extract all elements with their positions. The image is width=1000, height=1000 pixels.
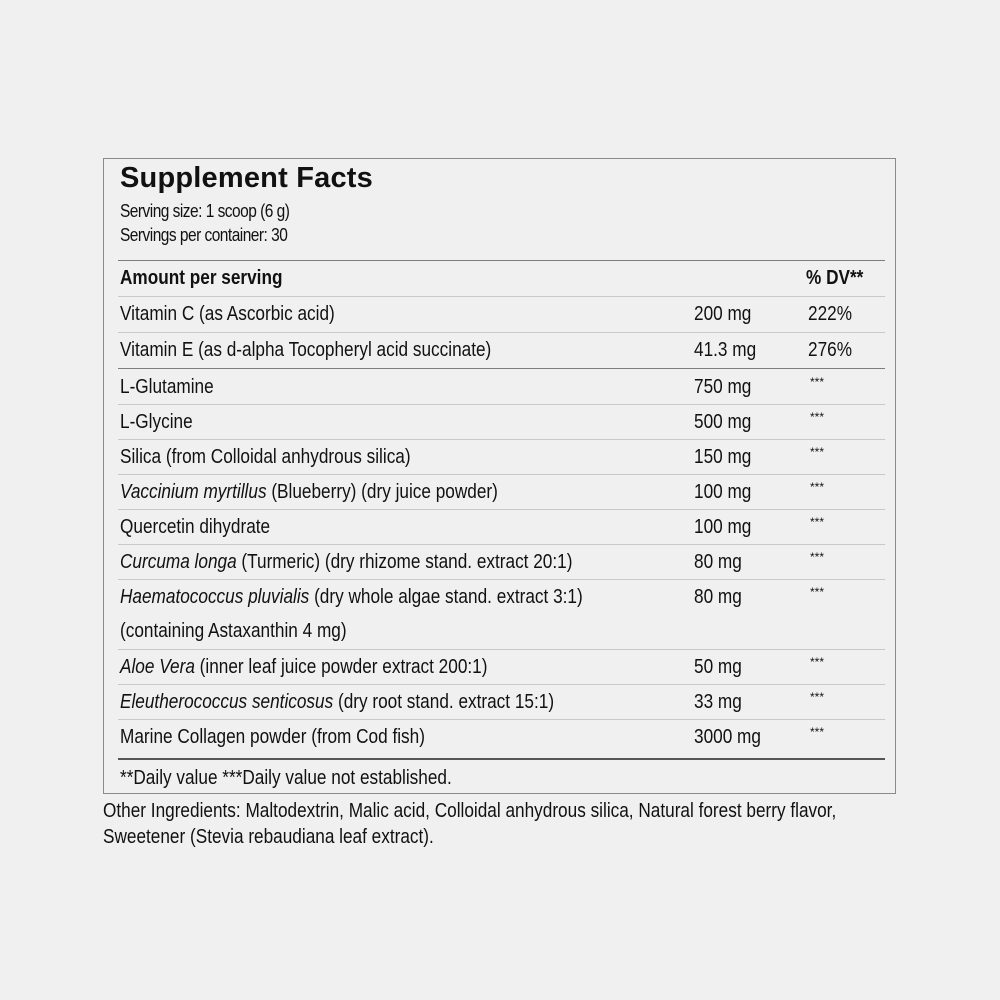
ingredient-amount: 100 mg xyxy=(694,516,752,538)
ingredient-dv: *** xyxy=(810,585,825,599)
ingredient-name: Curcuma longa (Turmeric) (dry rhizome stand. extract 20:1) xyxy=(120,551,573,573)
ingredient-name: Aloe Vera (inner leaf juice powder extract 200:1) xyxy=(120,656,488,678)
ingredient-amount: 3000 mg xyxy=(694,726,761,748)
ingredient-latin-name: Aloe Vera xyxy=(120,656,195,678)
amount-per-serving-header: Amount per serving xyxy=(120,267,283,289)
ingredient-amount: 500 mg xyxy=(694,411,752,433)
table-header xyxy=(118,261,885,297)
ingredient-amount: 80 mg xyxy=(694,586,742,608)
ingredient-latin-name: Eleutherococcus senticosus xyxy=(120,691,334,713)
ingredient-amount: 33 mg xyxy=(694,691,742,713)
ingredient-name: Quercetin dihydrate xyxy=(120,516,271,538)
ingredient-amount: 80 mg xyxy=(694,551,742,573)
ingredient-row xyxy=(118,650,885,685)
dv-header: % DV** xyxy=(806,267,864,289)
ingredient-row xyxy=(118,475,885,510)
panel-title: Supplement Facts xyxy=(120,162,373,194)
ingredient-row xyxy=(118,580,885,650)
ingredient-latin-name: Curcuma longa xyxy=(120,551,237,573)
other-ingredients xyxy=(103,798,983,850)
ingredient-dv: *** xyxy=(810,445,825,459)
vitamin-row xyxy=(118,297,885,333)
ingredient-name: Eleutherococcus senticosus (dry root stand. extract 15:1) xyxy=(120,691,555,713)
ingredient-dv: *** xyxy=(810,410,825,424)
nutrient-amount: 200 mg xyxy=(694,303,752,325)
servings-per-container: Servings per container: 30 xyxy=(120,225,288,245)
nutrient-amount: 41.3 mg xyxy=(694,339,757,361)
ingredient-dv: *** xyxy=(810,480,825,494)
vitamin-row xyxy=(118,333,885,369)
ingredient-row xyxy=(118,440,885,475)
ingredient-dv: *** xyxy=(810,690,825,704)
ingredient-row xyxy=(118,370,885,405)
ingredient-name-line2: (containing Astaxanthin 4 mg) xyxy=(120,620,347,642)
ingredient-row xyxy=(118,720,885,755)
ingredient-row xyxy=(118,405,885,440)
vitamins-divider xyxy=(118,368,885,369)
ingredient-dv: *** xyxy=(810,655,825,669)
ingredient-amount: 150 mg xyxy=(694,446,752,468)
footnote-divider xyxy=(118,758,885,760)
supplement-facts-panel xyxy=(103,158,896,794)
ingredient-amount: 750 mg xyxy=(694,376,752,398)
ingredient-latin-name: Vaccinium myrtillus xyxy=(120,481,267,503)
other-ingredients-line2: Sweetener (Stevia rebaudiana leaf extract). xyxy=(103,826,434,848)
ingredient-dv: *** xyxy=(810,375,825,389)
ingredient-dv: *** xyxy=(810,550,825,564)
ingredient-amount: 50 mg xyxy=(694,656,742,678)
ingredient-name: Marine Collagen powder (from Cod fish) xyxy=(120,726,425,748)
ingredient-name: L-Glycine xyxy=(120,411,193,433)
serving-size: Serving size: 1 scoop (6 g) xyxy=(120,201,290,221)
other-ingredients-line1: Other Ingredients: Maltodextrin, Malic acid, Colloidal anhydrous silica, Natural forest berry flavor, xyxy=(103,800,837,822)
ingredient-row xyxy=(118,545,885,580)
ingredient-dv: *** xyxy=(810,725,825,739)
ingredient-dv: *** xyxy=(810,515,825,529)
ingredient-row xyxy=(118,685,885,720)
nutrient-name: Vitamin C (as Ascorbic acid) xyxy=(120,303,335,325)
ingredient-latin-name: Haematococcus pluvialis xyxy=(120,586,310,608)
ingredient-name: Silica (from Colloidal anhydrous silica) xyxy=(120,446,411,468)
footnote: **Daily value ***Daily value not established. xyxy=(120,767,452,789)
nutrient-dv: 276% xyxy=(808,339,852,361)
ingredient-name: Haematococcus pluvialis (dry whole algae stand. extract 3:1) xyxy=(120,586,583,608)
nutrient-name: Vitamin E (as d-alpha Tocopheryl acid succinate) xyxy=(120,339,492,361)
ingredient-name: L-Glutamine xyxy=(120,376,214,398)
ingredient-row xyxy=(118,510,885,545)
ingredient-name: Vaccinium myrtillus (Blueberry) (dry juice powder) xyxy=(120,481,498,503)
nutrient-dv: 222% xyxy=(808,303,852,325)
ingredient-amount: 100 mg xyxy=(694,481,752,503)
